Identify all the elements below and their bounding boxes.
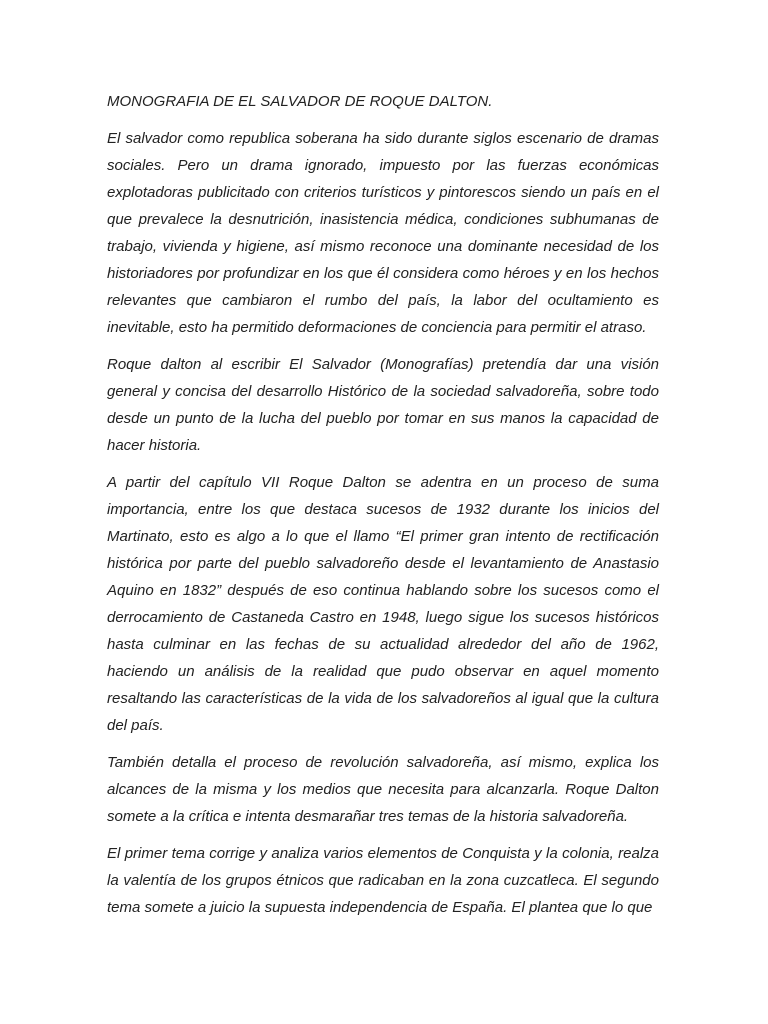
document-title: MONOGRAFIA DE EL SALVADOR DE ROQUE DALTON. (107, 93, 493, 110)
document-page (107, 88, 659, 931)
paragraph-5: El primer tema corrige y analiza varios elementos de Conquista y la colonia, realza la valentía de los grupos étnicos que radicaban en la zona cuzcatleca. El segundo tema somete a juicio la supuesta independencia de España. El plantea que lo que (107, 845, 659, 916)
paragraph-2: Roque dalton al escribir El Salvador (Monografías) pretendía dar una visión general y concisa del desarrollo Histórico de la sociedad salvadoreña, sobre todo desde un punto de la lucha del pueblo por tomar en sus manos la capacidad de hacer historia. (107, 356, 659, 454)
paragraph-1: El salvador como republica soberana ha sido durante siglos escenario de dramas sociales. Pero un drama ignorado, impuesto por las fuerzas económicas explotadoras publicitado con criterios turísticos y pintorescos siendo un país en el que prevalece la desnutrición, inasistencia médica, condiciones subhumanas de trabajo, vivienda y higiene, así mismo reconoce una dominante necesidad de los historiadores por profundizar en los que él considera como héroes y en los hechos relevantes que cambiaron el rumbo del país, la labor del ocultamiento es inevitable, esto ha permitido deformaciones de conciencia para permitir el atraso. (107, 130, 659, 336)
paragraph-3: A partir del capítulo VII Roque Dalton se adentra en un proceso de suma importancia, entre los que destaca sucesos de 1932 durante los inicios del Martinato, esto es algo a lo que el llamo “El primer gran intento de rectificación histórica por parte del pueblo salvadoreño desde el levantamiento de Anastasio Aquino en 1832” después de eso continua hablando sobre los sucesos como el derrocamiento de Castaneda Castro en 1948, luego sigue los sucesos históricos hasta culminar en las fechas de su actualidad alrededor del año de 1962, haciendo un análisis de la realidad que pudo observar en aquel momento resaltando las características de la vida de los salvadoreños al igual que la cultura del país. (107, 474, 659, 734)
paragraph-4: También detalla el proceso de revolución salvadoreña, así mismo, explica los alcances de la misma y los medios que necesita para alcanzarla. Roque Dalton somete a la crítica e intenta desmarañar tres temas de la historia salvadoreña. (107, 754, 659, 825)
